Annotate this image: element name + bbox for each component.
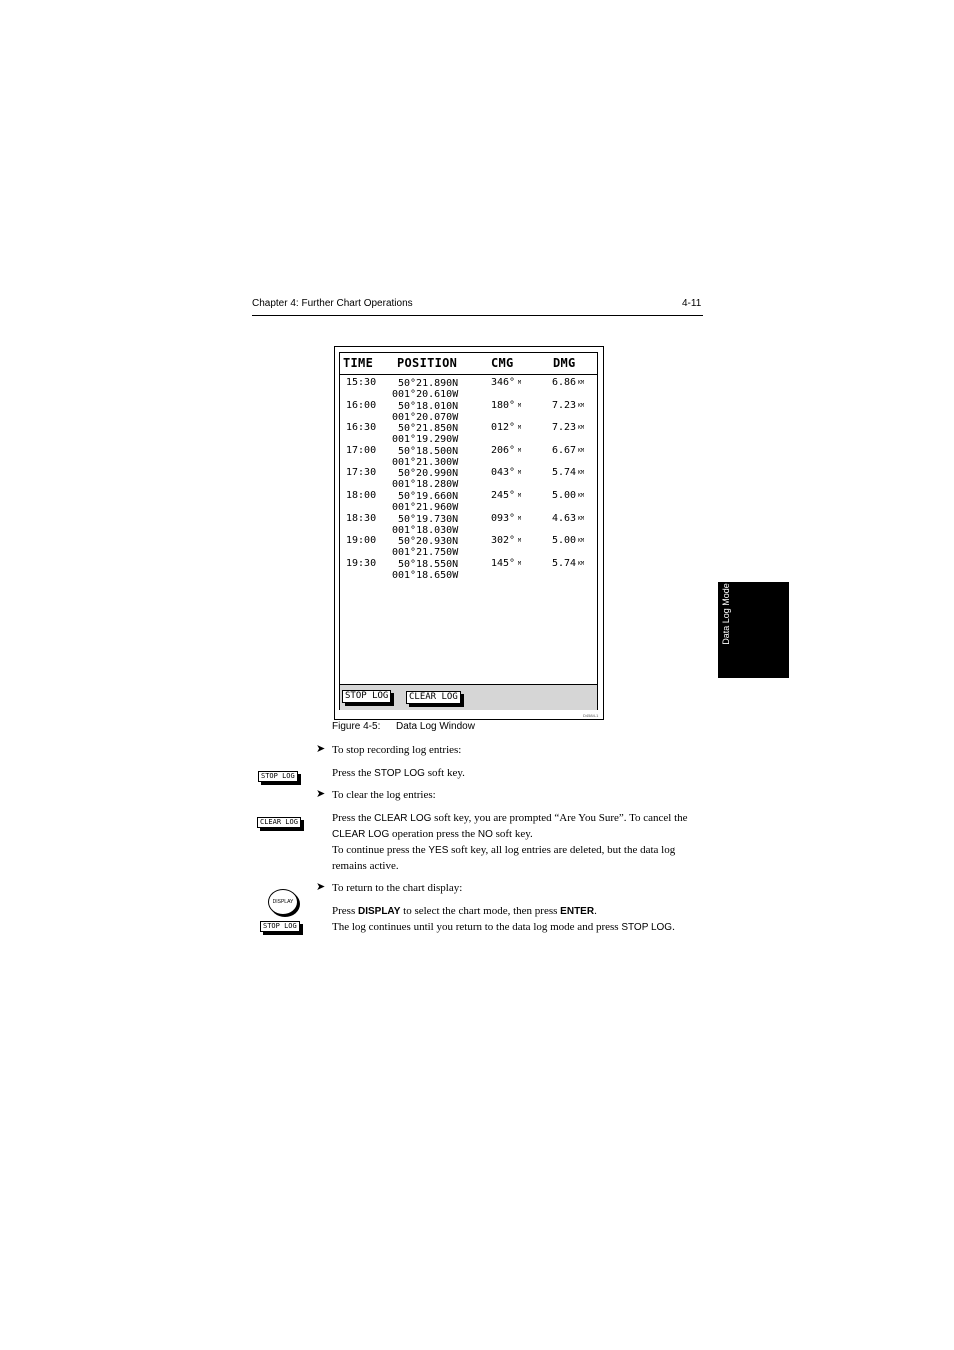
entry-cmg: 043°: [491, 467, 516, 479]
entry-cmg-unit: M: [518, 380, 522, 386]
paragraph-display: [332, 903, 597, 920]
entry-cmg-unit: M: [518, 402, 522, 409]
paragraph-clear-log-2: [332, 826, 533, 843]
entry-dmg-unit: KM: [578, 560, 585, 567]
display-button-icon: DISPLAY: [268, 889, 298, 915]
entry-time: 19:00: [346, 535, 377, 547]
entry-latitude: 50°18.550N: [398, 558, 459, 570]
entry-dmg: 5.74: [552, 467, 577, 479]
log-entry-row: [340, 513, 597, 535]
entry-cmg: 012°: [491, 422, 516, 434]
entry-dmg: 7.23: [552, 399, 577, 411]
entry-time: 15:30: [346, 377, 377, 388]
entry-cmg-unit: M: [518, 470, 522, 477]
entry-cmg: 302°: [491, 535, 516, 547]
column-header-position: POSITION: [397, 356, 458, 370]
section-side-tab: [718, 582, 789, 678]
entry-cmg: 245°: [491, 490, 516, 501]
column-header-dmg: DMG: [553, 356, 576, 370]
log-entry-row: [340, 467, 597, 489]
text: Press the: [332, 812, 375, 824]
step-stop-recording: To stop recording log entries:: [332, 744, 462, 756]
log-entry-row: [340, 535, 597, 557]
text: soft key.: [492, 828, 533, 840]
entry-dmg: 5.00: [552, 490, 577, 501]
key-ref: DISPLAY: [357, 906, 401, 917]
text: soft key.: [424, 767, 465, 779]
entry-latitude: 50°19.730N: [398, 513, 459, 525]
entry-dmg: 6.67: [552, 444, 577, 456]
step-arrow-icon: ➤: [316, 787, 326, 800]
column-header-row: [340, 353, 597, 375]
entry-latitude: 50°19.660N: [398, 491, 459, 502]
log-entry-row: [340, 422, 597, 444]
stop-log-softkey[interactable]: STOP LOG: [342, 690, 391, 703]
entry-latitude: 50°18.010N: [398, 400, 459, 412]
log-entry-row: [340, 400, 597, 422]
softkey-ref: CLEAR LOG: [332, 829, 390, 840]
entry-cmg: 093°: [491, 512, 516, 524]
entry-time: 16:00: [346, 399, 377, 411]
entry-longitude: 001°21.960W: [392, 502, 459, 513]
log-entry-row: [340, 445, 597, 467]
text: Press: [332, 905, 358, 917]
entry-longitude: 001°20.070W: [392, 411, 459, 423]
key-ref: ENTER: [560, 906, 595, 917]
column-header-time: TIME: [343, 356, 374, 370]
entry-latitude: 50°20.990N: [398, 468, 459, 480]
entry-dmg: 4.63: [552, 512, 577, 524]
entry-latitude: 50°21.850N: [398, 423, 459, 435]
figure-code: D4584-1: [583, 713, 599, 718]
clear-log-key-icon: CLEAR LOG: [257, 817, 301, 828]
stop-log-key-icon: STOP LOG: [258, 771, 298, 782]
entry-time: 17:30: [346, 467, 377, 479]
entry-latitude: 50°20.930N: [398, 536, 459, 548]
entry-dmg-unit: KM: [578, 538, 585, 545]
entry-dmg-unit: KM: [578, 425, 585, 432]
figure-number: Figure 4-5:: [332, 721, 381, 732]
text: .: [594, 905, 597, 917]
entry-longitude: 001°19.290W: [392, 434, 459, 446]
entry-cmg: 206°: [491, 444, 516, 456]
entry-cmg-unit: M: [518, 560, 522, 567]
entry-longitude: 001°21.750W: [392, 547, 459, 559]
entry-cmg: 180°: [491, 399, 516, 411]
entry-latitude: 50°18.500N: [398, 445, 459, 457]
chapter-header: Chapter 4: Further Chart Operations: [252, 298, 413, 309]
softkey-bar: [340, 684, 597, 710]
entry-longitude: 001°21.300W: [392, 456, 459, 468]
entry-longitude: 001°18.650W: [392, 569, 459, 581]
entry-longitude: 001°18.280W: [392, 479, 459, 491]
entry-dmg-unit: KM: [578, 515, 585, 522]
step-arrow-icon: ➤: [316, 880, 326, 893]
header-rule: [252, 315, 703, 316]
text: Press the: [332, 767, 375, 779]
entry-dmg-unit: KM: [578, 447, 585, 454]
entry-cmg: 145°: [491, 557, 516, 569]
log-entry-row: [340, 490, 597, 512]
entry-dmg: 7.23: [552, 422, 577, 434]
paragraph-continue-1: [332, 842, 675, 859]
softkey-ref: YES: [428, 845, 449, 856]
entry-time: 18:00: [346, 490, 377, 501]
paragraph-stop-log: [332, 765, 465, 782]
text: soft key, all log entries are deleted, but the data log: [448, 844, 676, 856]
softkey-ref: CLEAR LOG: [374, 813, 432, 824]
data-log-screen: [339, 352, 598, 710]
text: operation press the: [389, 828, 478, 840]
text: to select the chart mode, then press: [400, 905, 561, 917]
paragraph-clear-log-1: [332, 810, 688, 827]
figure-title: Data Log Window: [396, 721, 475, 732]
entry-cmg-unit: M: [518, 493, 522, 499]
paragraph-log-continues: [332, 919, 675, 936]
entry-dmg: 5.00: [552, 535, 577, 547]
entry-time: 18:30: [346, 512, 377, 524]
entry-dmg: 5.74: [552, 557, 577, 569]
entry-dmg-unit: KM: [578, 470, 585, 477]
entry-latitude: 50°21.890N: [398, 378, 459, 389]
step-arrow-icon: ➤: [316, 742, 326, 755]
text: The log continues until you return to the data log mode and press: [332, 921, 622, 933]
text: soft key, you are prompted “Are You Sure”. To cancel the: [431, 812, 688, 824]
entry-time: 16:30: [346, 422, 377, 434]
column-header-cmg: CMG: [491, 356, 514, 370]
log-entry-row: [340, 377, 597, 399]
entry-cmg-unit: M: [518, 515, 522, 522]
entry-time: 19:30: [346, 557, 377, 569]
log-entry-row: [340, 558, 597, 580]
text: To continue press the: [332, 844, 429, 856]
entry-cmg-unit: M: [518, 447, 522, 454]
paragraph-continue-2: remains active.: [332, 860, 399, 872]
entry-dmg: 6.86: [552, 377, 577, 388]
entry-cmg: 346°: [491, 377, 516, 388]
softkey-ref: STOP LOG: [374, 768, 425, 779]
entry-longitude: 001°20.610W: [392, 389, 459, 400]
softkey-ref: STOP LOG: [621, 922, 673, 933]
entry-cmg-unit: M: [518, 538, 522, 545]
entry-dmg-unit: KM: [578, 380, 585, 386]
entry-dmg-unit: KM: [578, 493, 585, 499]
entry-cmg-unit: M: [518, 425, 522, 432]
clear-log-softkey[interactable]: CLEAR LOG: [406, 691, 461, 704]
stop-log-key-icon: STOP LOG: [260, 921, 300, 932]
step-return-chart: To return to the chart display:: [332, 882, 463, 894]
softkey-ref: NO: [477, 829, 493, 840]
entry-longitude: 001°18.030W: [392, 524, 459, 536]
entry-dmg-unit: KM: [578, 402, 585, 409]
side-tab-label: Data Log Mode: [721, 583, 731, 645]
entry-time: 17:00: [346, 444, 377, 456]
text: .: [672, 921, 675, 933]
step-clear-log: To clear the log entries:: [332, 789, 436, 801]
page-number: 4-11: [682, 298, 702, 309]
